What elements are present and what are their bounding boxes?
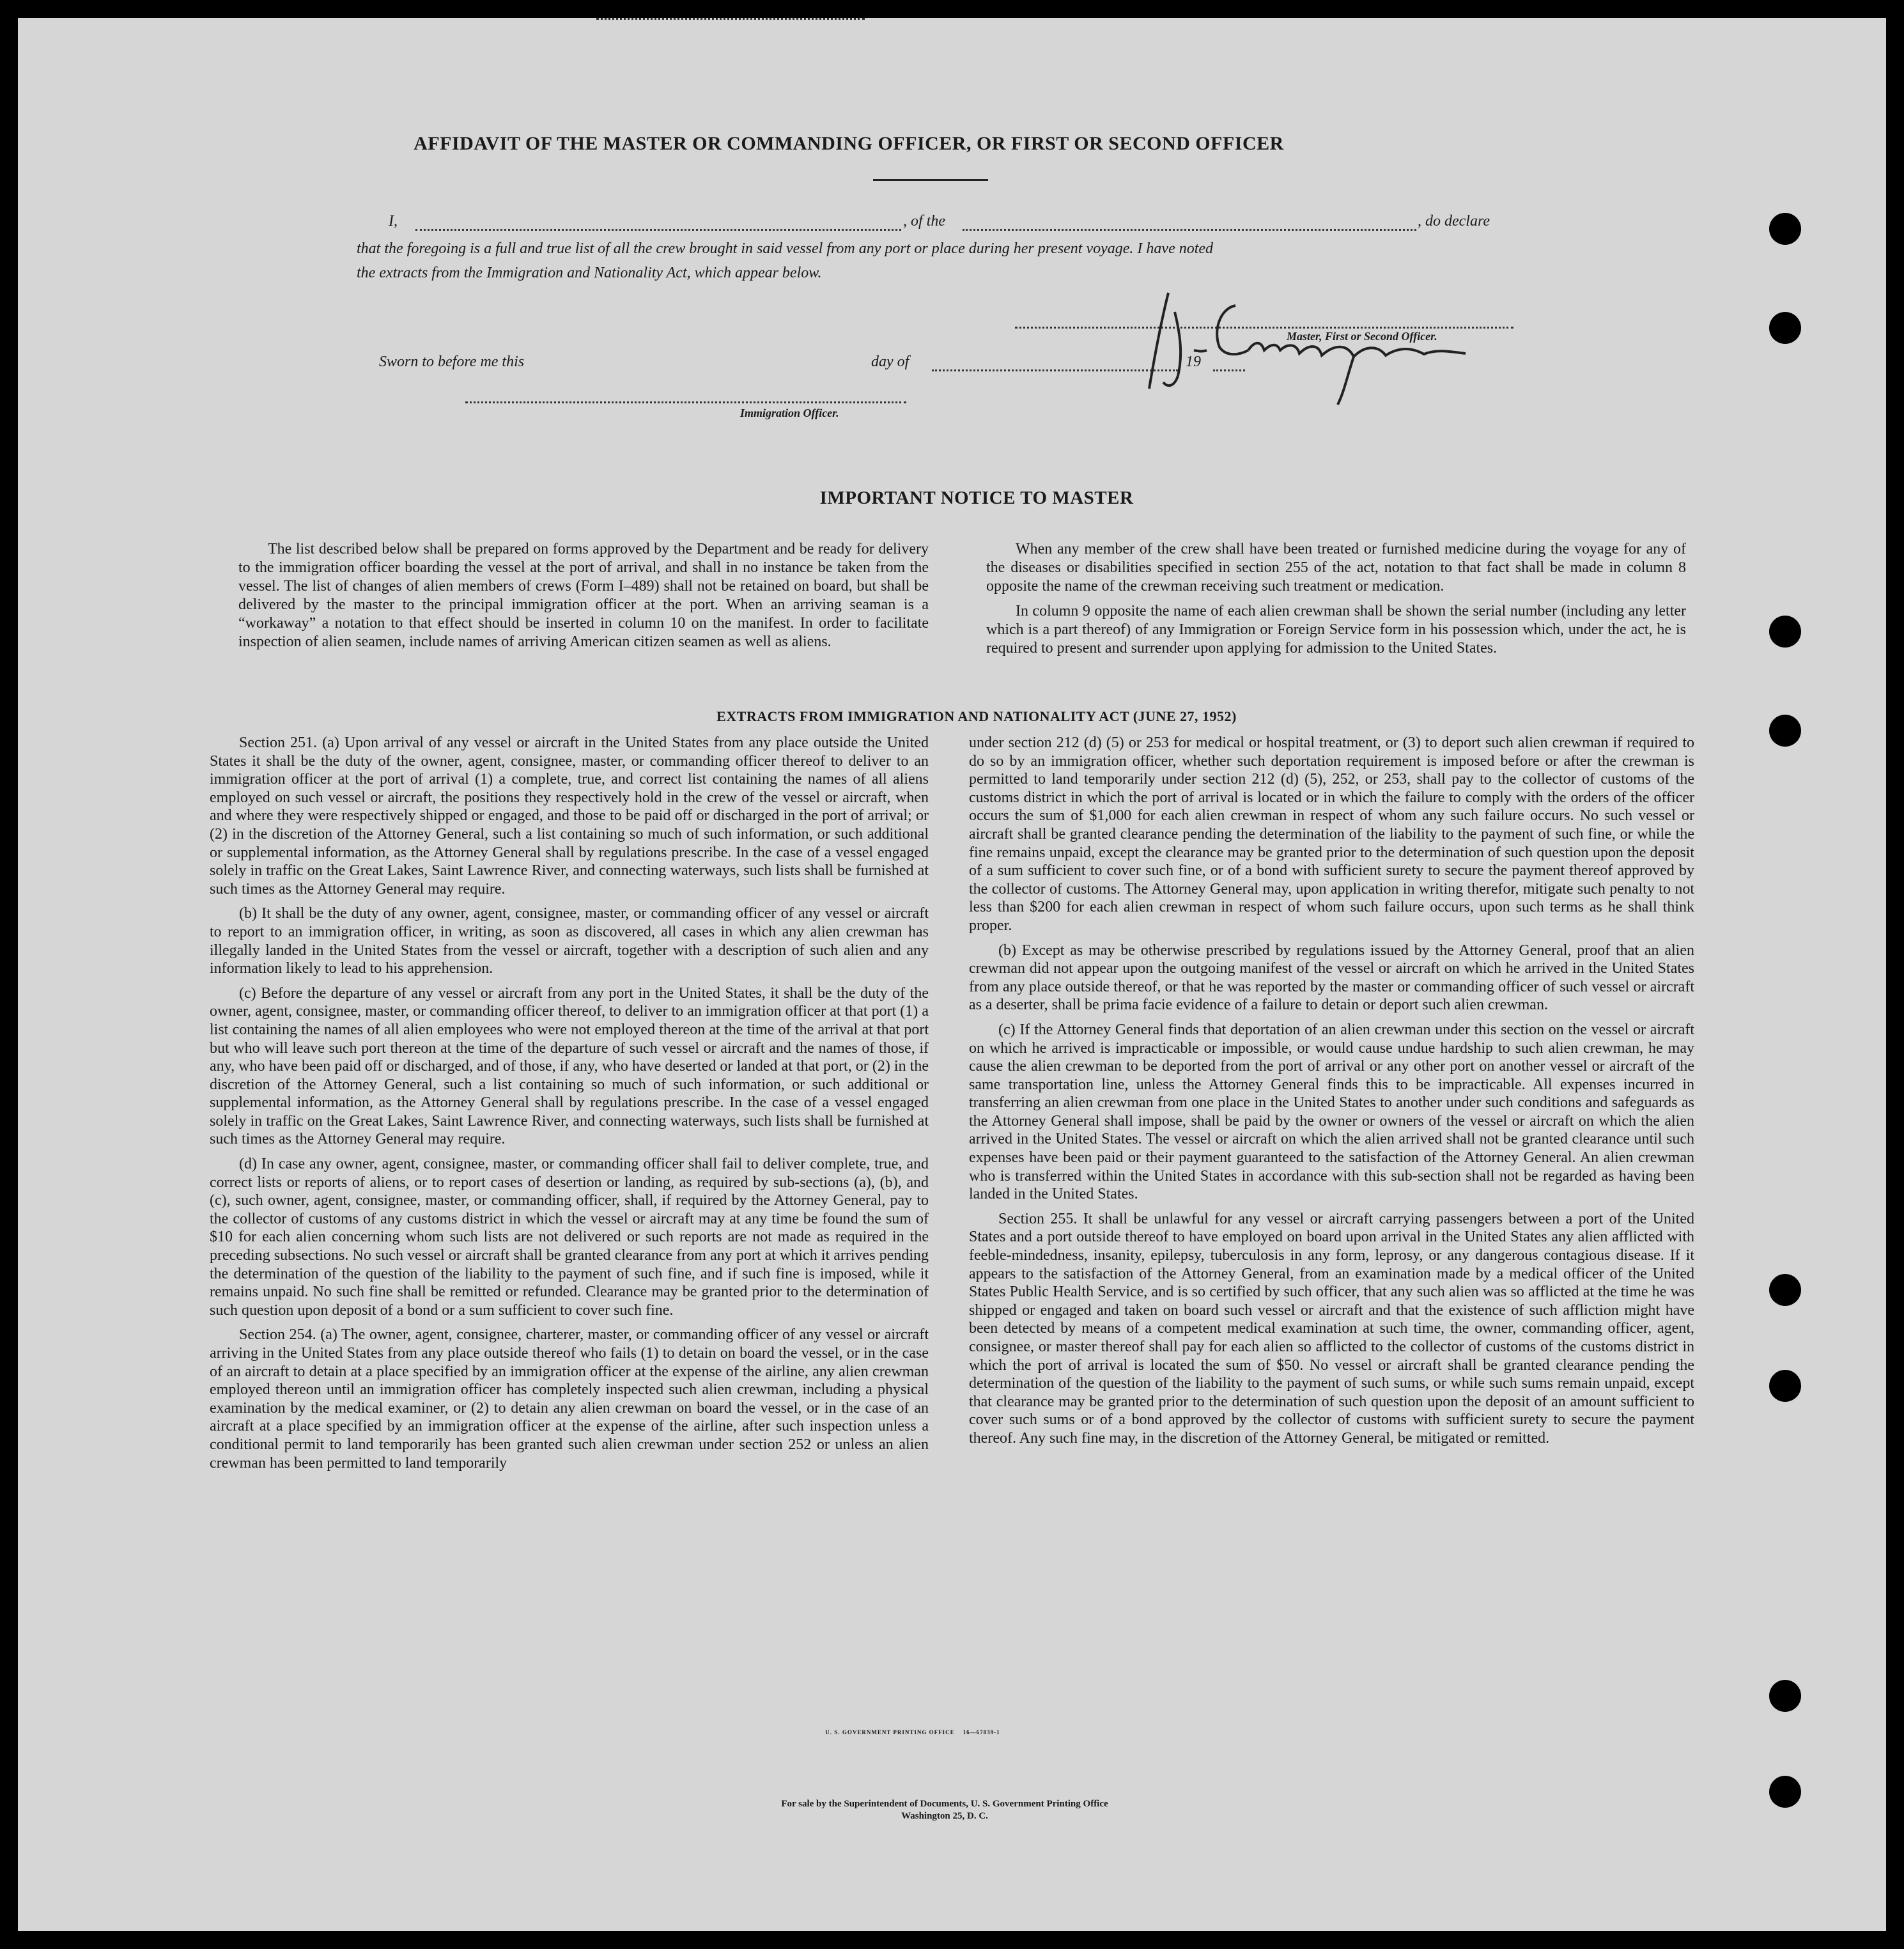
notice-paragraph: The list described below shall be prepared on forms approved by the Department and be ready for delivery to the immigration officer boarding the vessel at the port of arrival, and shall in no instance be taken from the vessel. The list of changes of alien members of crews (Form I–489) shall not be retained on board, but shall be delivered by the master to the principal immigration officer at the port. When an arriving seaman is a “workaway” a notation to that effect should be inserted in column 10 on the manifest. In order to facilitate inspection of alien seamen, include names of arriving American citizen seamen as well as aliens. (238, 541, 929, 650)
extract-paragraph: under section 212 (d) (5) or 253 for medical or hospital treatment, or (3) to deport such alien crewman if required to do so by an immigration officer, whether such deportation requirement is imposed before or after the crewman is permitted to land temporarily under section 212 (d) (5), 252, or 253, shall pay to the collector of customs of the customs district in which the port of arrival is located or in which the failure to comply with the orders of the officer occurs the sum of $1,000 for each alien crewman in respect of whom any such failure occurs. No such vessel or aircraft shall be granted clearance pending the determination of the liability to the payment of such fine, or while the fine remains unpaid, except the clearance may be granted prior to the determination of such question upon the deposit of a sum sufficient to cover such fine, or of a bond with sufficient surety to secure the payment thereof approved by the collector of customs. The Attorney General may, upon application in writing therefor, mitigate such penalty to not less than $200 for each alien crewman in respect of whom such failure occurs, upon such terms as he shall think proper. (969, 734, 1694, 934)
notice-paragraph: In column 9 opposite the name of each alien crewman shall be shown the serial number (including any letter which is a part thereof) of any Immigration or Foreign Service form in his possession which, under the act, he is required to present and surrender upon applying for admission to the United States. (986, 603, 1686, 656)
officer-caption: Immigration Officer. (740, 407, 839, 419)
notice-right-column (986, 540, 1686, 664)
declaration-line-2: the extracts from the Immigration and Nationality Act, which appear below. (357, 265, 822, 281)
punch-hole (1769, 312, 1801, 344)
do-declare-label: , do declare (1418, 213, 1490, 229)
punch-hole (1769, 1370, 1801, 1402)
title-rule (873, 179, 988, 181)
printing-office-code: U. S. GOVERNMENT PRINTING OFFICE 16—67839-1 (825, 1729, 1000, 1735)
punch-hole (1769, 1274, 1801, 1306)
notice-title: IMPORTANT NOTICE TO MASTER (819, 488, 1134, 508)
sworn-day-field[interactable] (596, 18, 865, 20)
extract-paragraph: (c) If the Attorney General finds that deportation of an alien crewman under this section on the vessel or aircraft on which he arrived is impracticable or impossible, or would cause undue hardship to such alien crewman, he may cause the alien crewman to be deported from the port of arrival or any other port on another vessel or aircraft of the same transportation line, unless the Attorney General finds this to be impracticable. All expenses incurred in transferring an alien crewman from one place in the United States to another under such conditions and safeguards as the Attorney General shall impose, shall be paid by the owner or owners of the vessel or aircraft on which the alien arrived in the United States. The vessel or aircraft on which the alien arrived shall not be granted clearance until such expenses have been paid or their payment guaranteed to the satisfaction of the Attorney General. An alien crewman who is transferred within the United States in accordance with this sub-section shall not be regarded as having been landed in the United States. (969, 1021, 1694, 1203)
extract-paragraph: Section 254. (a) The owner, agent, consignee, charterer, master, or commanding officer of any vessel or aircraft arriving in the United States from any place outside thereof who fails (1) to detain on board the vessel, or in the case of an aircraft to detain at a place specified by an immigration officer at the expense of the airline, any alien crewman employed thereon until an immigration officer has completely inspected such alien crewman, including a physical examination by the medical examiner, or (2) to detain any alien crewman on board the vessel, or in the case of an aircraft at a place specified by an immigration officer at the expense of the airline, after such inspection unless a conditional permit to land temporarily has been granted such alien crewman under section 252 or unless an alien crewman has been permitted to land temporarily (210, 1326, 929, 1471)
footer-line-2: Washington 25, D. C. (901, 1811, 988, 1821)
extract-paragraph: (d) In case any owner, agent, consignee, master, or commanding officer shall fail to deliver complete, true, and correct lists or reports of aliens, or to report cases of desertion or landing, as required by sub-sections (a), (b), and (c), such owner, agent, consignee, master, or commanding officer, shall, if required by the Attorney General, pay to the collector of customs of any customs district in which the vessel or aircraft may at any time be found the sum of $10 for each alien concerning whom such lists are not delivered or such reports are not made as required in the preceding subsections. No such vessel or aircraft shall be granted clearance from any port at which it arrives pending the determination of the question of the liability to the payment of such fine, and if such fine is imposed, while it remains unpaid. No such fine shall be remitted or refunded. Clearance may be granted prior to the determination of such question upon deposit of a bond or a sum sufficient to cover such fine. (210, 1156, 929, 1319)
extract-paragraph: (b) It shall be the duty of any owner, agent, consignee, master, or commanding officer of any vessel or aircraft to report to an immigration officer, in writing, as soon as discovered, all cases in which any alien crewman has illegally landed in the United States from the vessel or aircraft, together with a description of such alien and any information likely to lead to his apprehension. (210, 905, 929, 977)
signature-caption: Master, First or Second Officer. (1287, 330, 1437, 343)
extracts-right-column (969, 734, 1694, 1454)
sworn-label: Sworn to before me this (379, 353, 525, 370)
extract-paragraph: Section 255. It shall be unlawful for any vessel or aircraft carrying passengers between a port of the United States and a port outside thereof to have employed on board upon arrival in the United States any alien afflicted with feeble-mindedness, insanity, epilepsy, tuberculosis in any form, leprosy, or any dangerous contagious disease. If it appears to the satisfaction of the Attorney General, from an examination made by a medical officer of the United States Public Health Service, and is so certified by such officer, that any such alien was so afflicted at the time he was shipped or engaged and taken on board such vessel or aircraft and that the existence of such affliction might have been detected by means of a competent medical examination at such time, the owner, commanding officer, agent, consignee, or master thereof shall pay for each alien so afflicted to the collector of customs of the customs district in which the port of arrival is located the sum of $50. No vessel or aircraft shall be granted clearance pending the determination of the question of the liability to the payment of such sums, or while such sums remain unpaid, except that clearance may be granted prior to the determination of such question upon the deposit of an amount sufficient to cover such sums or of a bond approved by the collector of customs with sufficient surety to secure the payment thereof. Any such fine may, in the discretion of the Attorney General, be mitigated or remitted. (969, 1210, 1694, 1447)
sales-footer (593, 1798, 1296, 1822)
sworn-month-field[interactable] (932, 369, 1178, 371)
notice-left-column (238, 540, 929, 658)
i-label: I, (389, 213, 398, 229)
day-of-label: day of (871, 353, 909, 370)
year-label: , 19 (1178, 353, 1201, 370)
affidavit-title: AFFIDAVIT OF THE MASTER OR COMMANDING OFFICER, OR FIRST OR SECOND OFFICER (414, 133, 1284, 154)
extracts-left-column (210, 734, 929, 1479)
handwritten-signature (1143, 280, 1539, 408)
declaration-line-1: that the foregoing is a full and true list of all the crew brought in said vessel from any port or place during her present voyage. I have noted (357, 240, 1214, 257)
notice-paragraph: When any member of the crew shall have been treated or furnished medicine during the voyage for any of the diseases or disabilities specified in section 255 of the act, notation to that fact shall be made in column 8 opposite the name of the crewman receiving such treatment or medication. (986, 541, 1686, 594)
form-page (18, 18, 1886, 1931)
name-field[interactable] (415, 229, 901, 231)
extracts-title: EXTRACTS FROM IMMIGRATION AND NATIONALITY ACT (JUNE 27, 1952) (716, 708, 1237, 724)
punch-hole (1769, 1680, 1801, 1712)
punch-hole (1769, 213, 1801, 245)
officer-signature-line[interactable] (465, 401, 906, 403)
extract-paragraph: (b) Except as may be otherwise prescribed by regulations issued by the Attorney General, proof that an alien crewman did not appear upon the outgoing manifest of the vessel or aircraft on which he arrived in the United States from any place outside thereof, or that he was reported by the master or commanding officer of such vessel or aircraft as a deserter, shall be prima facie evidence of a failure to detain or deport such alien crewman. (969, 942, 1694, 1014)
punch-hole (1769, 1776, 1801, 1808)
extract-paragraph: Section 251. (a) Upon arrival of any vessel or aircraft in the United States from any place outside the United States it shall be the duty of the owner, agent, consignee, master, or commanding officer thereof to deliver to an immigration officer at the port of arrival (1) a complete, true, and correct list containing the names of all aliens employed on such vessel or aircraft, the positions they respectively hold in the crew of the vessel or aircraft, when and where they were respectively shipped or engaged, and those to be paid off or discharged in the port of arrival; or (2) in the discretion of the Attorney General, such a list containing so much of such information, or such additional or supplemental information, as the Attorney General shall by regulations prescribe. In the case of a vessel engaged solely in traffic on the Great Lakes, Saint Lawrence River, and connecting waterways, such lists shall be furnished at such times as the Attorney General may require. (210, 734, 929, 897)
sworn-year-field[interactable] (1213, 369, 1245, 371)
footer-line-1: For sale by the Superintendent of Documents, U. S. Government Printing Office (781, 1799, 1108, 1809)
punch-hole (1769, 616, 1801, 648)
vessel-field[interactable] (963, 229, 1416, 231)
extract-paragraph: (c) Before the departure of any vessel or aircraft from any port in the United States, it shall be the duty of the owner, agent, consignee, master, or commanding officer thereof, to deliver to an immigration officer at that port (1) a list containing the names of all alien employees who were not employed thereon at the time of the arrival at that port but who will leave such port thereon at the time of the departure of such vessel or aircraft and the names of those, if any, who have been paid off or discharged, and of those, if any, who have deserted or landed at that port, or (2) in the discretion of the Attorney General, such a list containing so much of such information, or such additional or supplemental information, as the Attorney General shall by regulations prescribe. In the case of a vessel engaged solely in traffic on the Great Lakes, Saint Lawrence River, and connecting waterways, such lists shall be furnished at such times as the Attorney General may require. (210, 984, 929, 1148)
of-the-label: , of the (903, 213, 945, 229)
punch-hole (1769, 715, 1801, 747)
